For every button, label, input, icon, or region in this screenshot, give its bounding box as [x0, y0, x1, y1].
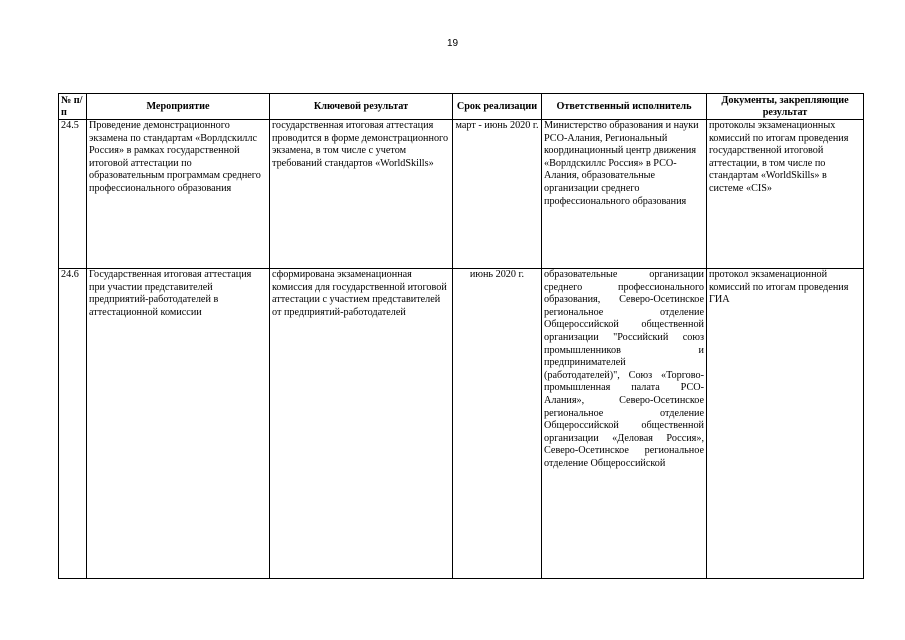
cell-num: 24.5 — [59, 120, 87, 269]
cell-executor: Министерство образования и науки РСО-Алания, Региональный координационный центр движения «Ворлдскиллс Россия» в РСО-Алания, образовательные организации среднего профессионального образования — [542, 120, 707, 269]
table-header-row — [59, 94, 864, 120]
cell-deadline: март - июнь 2020 г. — [453, 120, 542, 269]
header-num: № п/п — [59, 94, 87, 120]
cell-executor: образовательные организации среднего профессионального образования, Северо-Осетинское региональное отделение Общероссийской общественной организации "Российский союз промышленников и предпринимателей (работодателей)", Союз «Торгово-промышленная палата РСО-Алания», Северо-Осетинское региональное отделение Общероссийской общественной организации «Деловая Россия», Северо-Осетинское региональное отделение Общероссийской — [542, 269, 707, 579]
cell-result: государственная итоговая аттестация проводится в форме демонстрационного экзамена, в том числе с учетом требований стандартов «WorldSkills» — [270, 120, 453, 269]
cell-event: Проведение демонстрационного экзамена по стандартам «Ворлдскиллс Россия» в рамках государственной итоговой аттестации по образовательным программам среднего профессионального образования — [87, 120, 270, 269]
header-event: Мероприятие — [87, 94, 270, 120]
header-result: Ключевой результат — [270, 94, 453, 120]
page-number: 19 — [446, 38, 459, 49]
cell-num: 24.6 — [59, 269, 87, 579]
header-documents: Документы, закрепляющие результат — [707, 94, 864, 120]
cell-documents: протоколы экзаменационных комиссий по итогам проведения государственной итоговой аттестации, в том числе по стандартам «WorldSkills» в системе «CIS» — [707, 120, 864, 269]
cell-deadline: июнь 2020 г. — [453, 269, 542, 579]
table-row — [59, 269, 864, 579]
cell-documents: протокол экзаменационной комиссий по итогам проведения ГИА — [707, 269, 864, 579]
cell-event: Государственная итоговая аттестация при участии представителей предприятий-работодателей в аттестационной комиссии — [87, 269, 270, 579]
cell-result: сформирована экзаменационная комиссия для государственной итоговой аттестации с участием представителей от предприятий-работодателей — [270, 269, 453, 579]
table-row — [59, 120, 864, 269]
header-executor: Ответственный исполнитель — [542, 94, 707, 120]
header-deadline: Срок реализации — [453, 94, 542, 120]
plan-table — [58, 93, 864, 579]
